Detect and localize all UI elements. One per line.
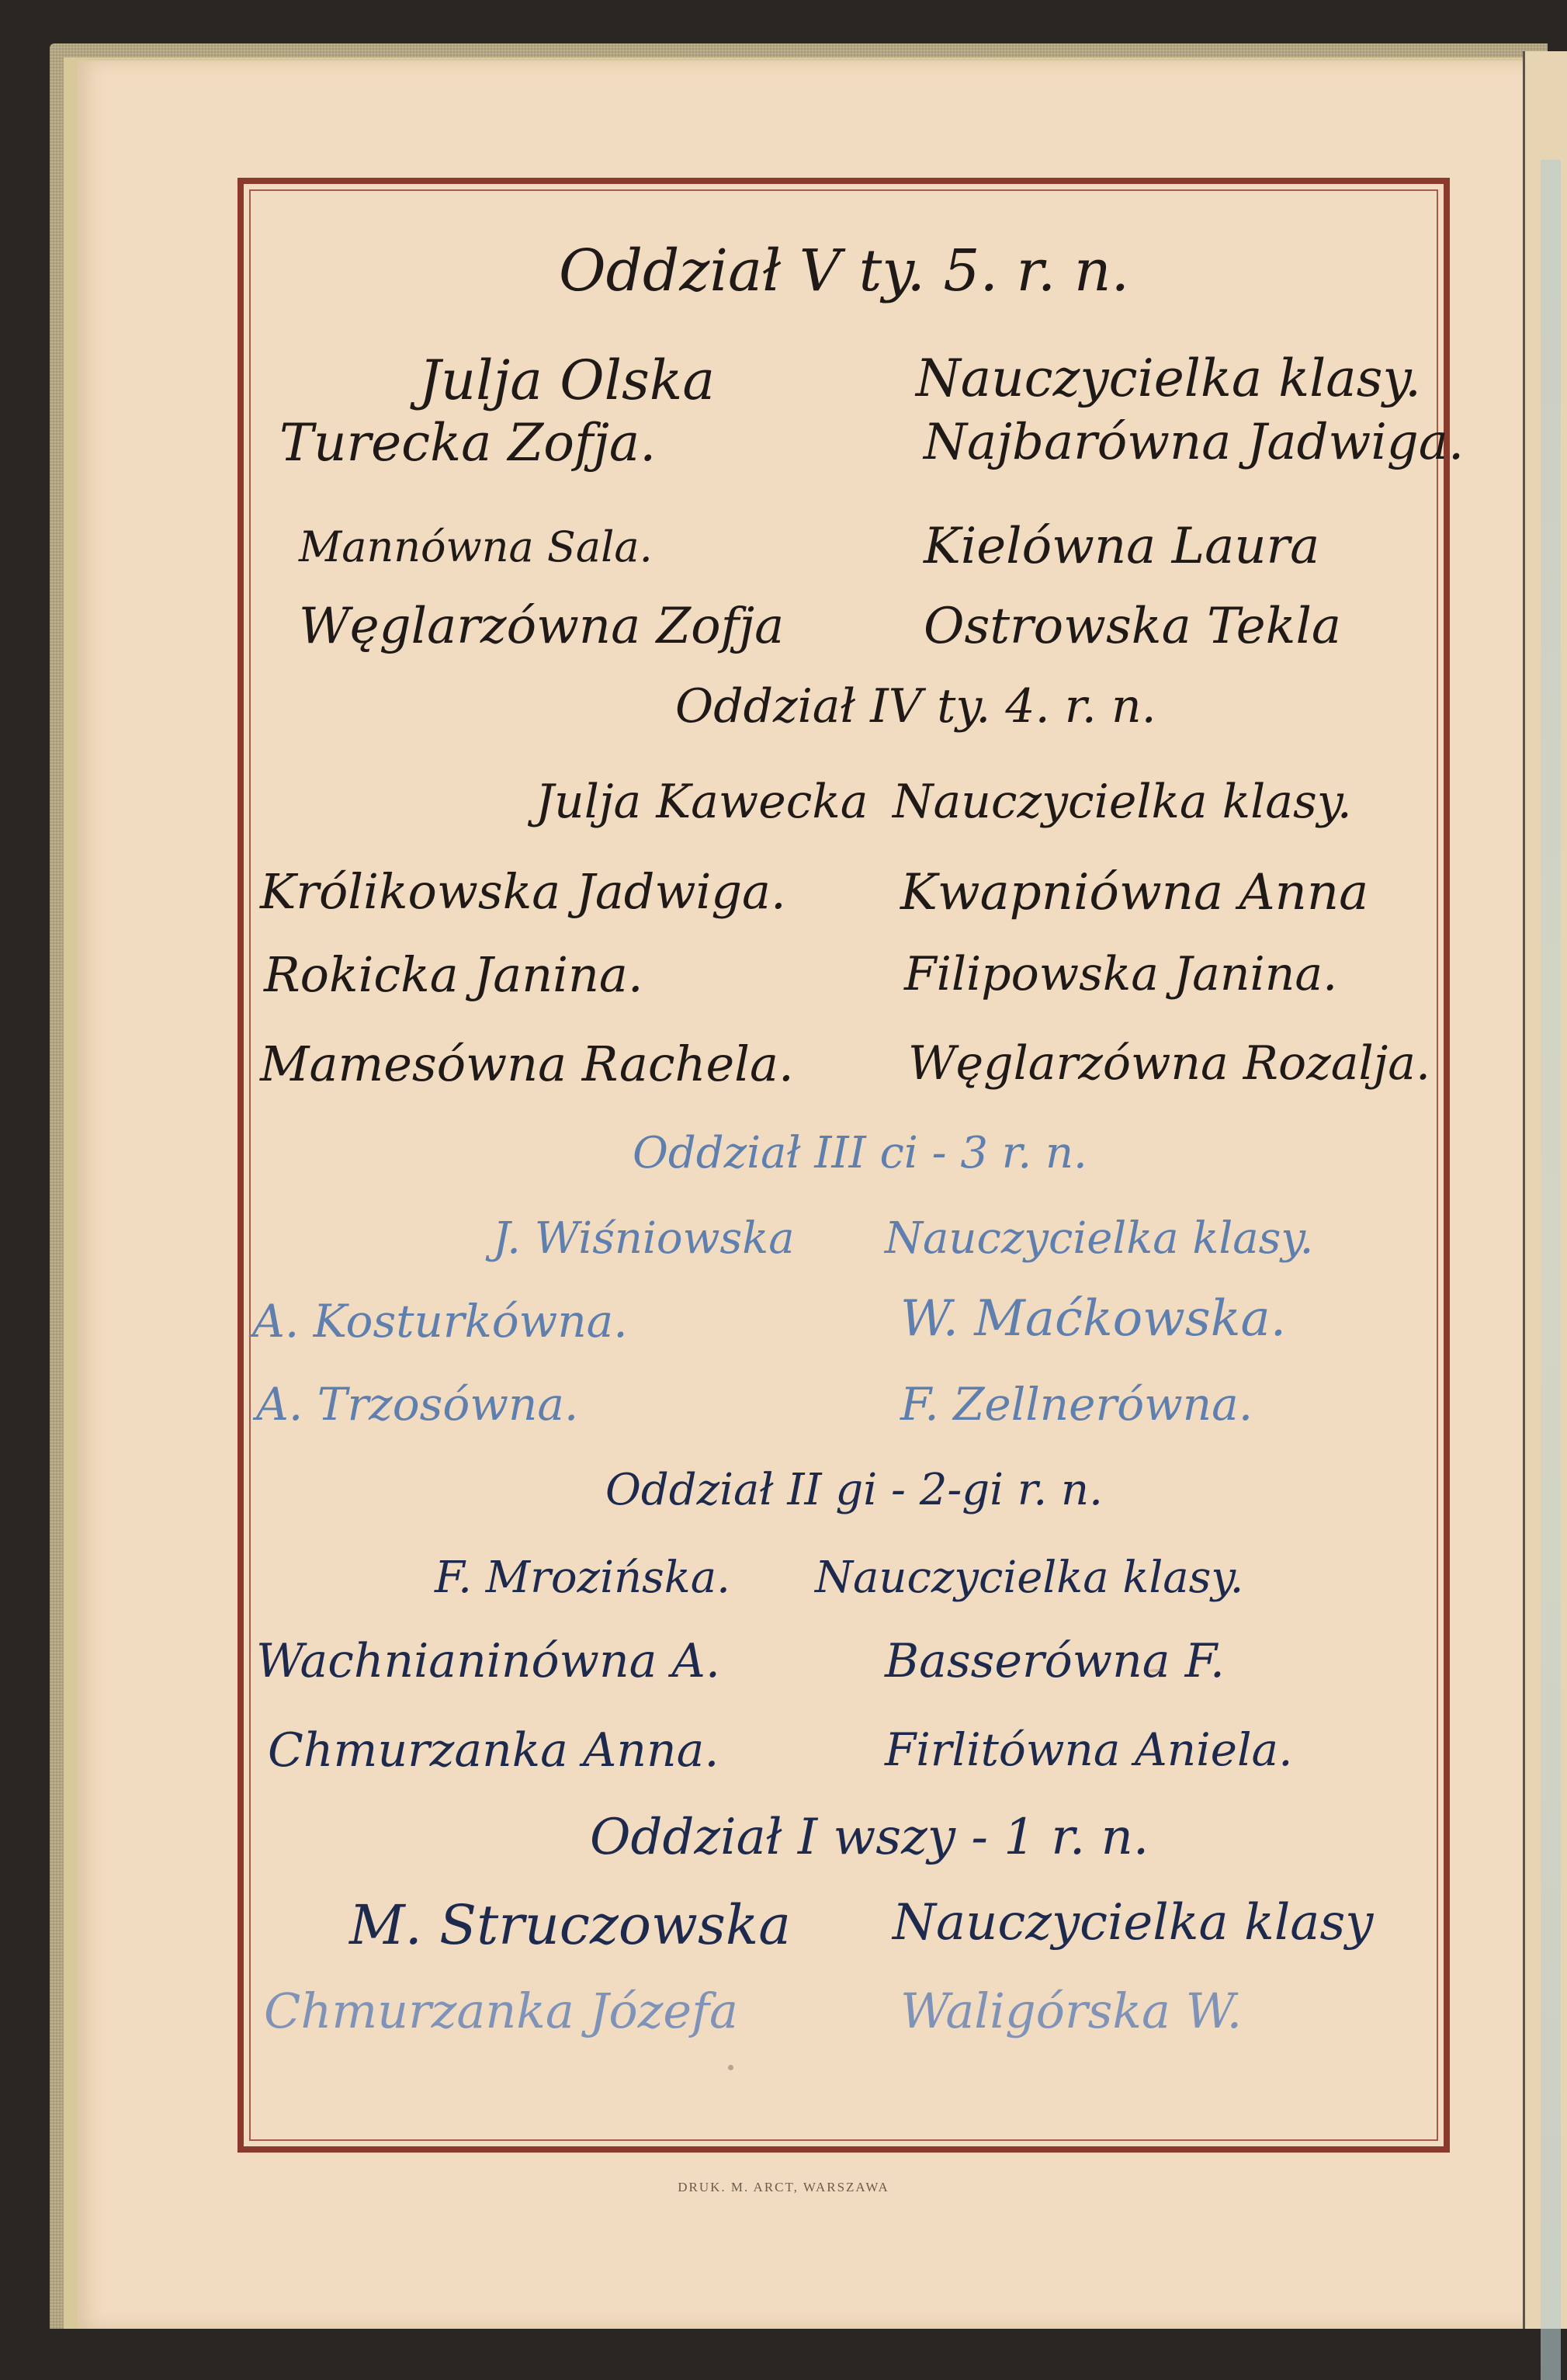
teacher-role: Nauczycielka klasy [893, 1894, 1374, 1952]
section-heading: Oddział IV ty. 4. r. n. [675, 679, 1156, 734]
student-name: Filipowska Janina. [904, 947, 1338, 1001]
teacher-role: Nauczycielka klasy. [893, 775, 1352, 829]
student-name: Węglarzówna Zofja [299, 598, 785, 655]
student-name: A. Kosturkówna. [252, 1295, 628, 1348]
student-name: Basserówna F. [885, 1634, 1225, 1688]
printer-imprint: DRUK. M. ARCT, WARSZAWA [678, 2180, 889, 2194]
student-name: Turecka Zofja. [279, 413, 657, 473]
teacher-role: Nauczycielka klasy. [885, 1213, 1314, 1264]
section-heading: Oddział V ty. 5. r. n. [559, 238, 1130, 304]
student-name: Chmurzanka Anna. [268, 1723, 719, 1778]
student-name: Waligórska W. [900, 1983, 1243, 2039]
teacher-name: Julja Olska [419, 349, 716, 412]
student-name: Firlitówna Aniela. [885, 1723, 1293, 1776]
teacher-role: Nauczycielka klasy. [815, 1553, 1244, 1603]
teacher-name: F. Mrozińska. [435, 1553, 730, 1603]
student-name: F. Zellnerówna. [900, 1378, 1253, 1431]
adjacent-page-edge [1523, 51, 1567, 2329]
student-name: Wachnianinówna A. [256, 1634, 720, 1688]
student-name: Ostrowska Tekla [924, 598, 1342, 655]
paper-speck [1149, 1669, 1163, 1672]
paper-speck [728, 2065, 733, 2070]
student-name: Kwapniówna Anna [900, 864, 1369, 921]
student-name: Kielówna Laura [924, 518, 1320, 575]
student-name: Węglarzówna Rozalja. [908, 1036, 1431, 1091]
student-name: W. Maćkowska. [900, 1290, 1287, 1348]
adjacent-page-print [1541, 160, 1561, 2380]
teacher-role: Nauczycielka klasy. [916, 349, 1422, 408]
section-heading: Oddział I wszy - 1 r. n. [590, 1809, 1149, 1866]
student-name: A. Trzosówna. [256, 1378, 579, 1431]
teacher-name: J. Wiśniowska [493, 1213, 795, 1264]
section-heading: Oddział II gi - 2-gi r. n. [605, 1465, 1103, 1515]
student-name: Chmurzanka Józefa [264, 1983, 738, 2039]
student-name: Najbarówna Jadwiga. [924, 414, 1465, 471]
student-name: Mannówna Sala. [299, 522, 653, 571]
student-name: Rokicka Janina. [264, 946, 643, 1003]
student-name: Mamesówna Rachela. [260, 1036, 794, 1092]
teacher-name: M. Struczowska [349, 1893, 792, 1957]
teacher-name: Julja Kawecka [536, 775, 868, 829]
section-heading: Oddział III ci - 3 r. n. [633, 1128, 1087, 1178]
student-name: Królikowska Jadwiga. [260, 863, 786, 920]
